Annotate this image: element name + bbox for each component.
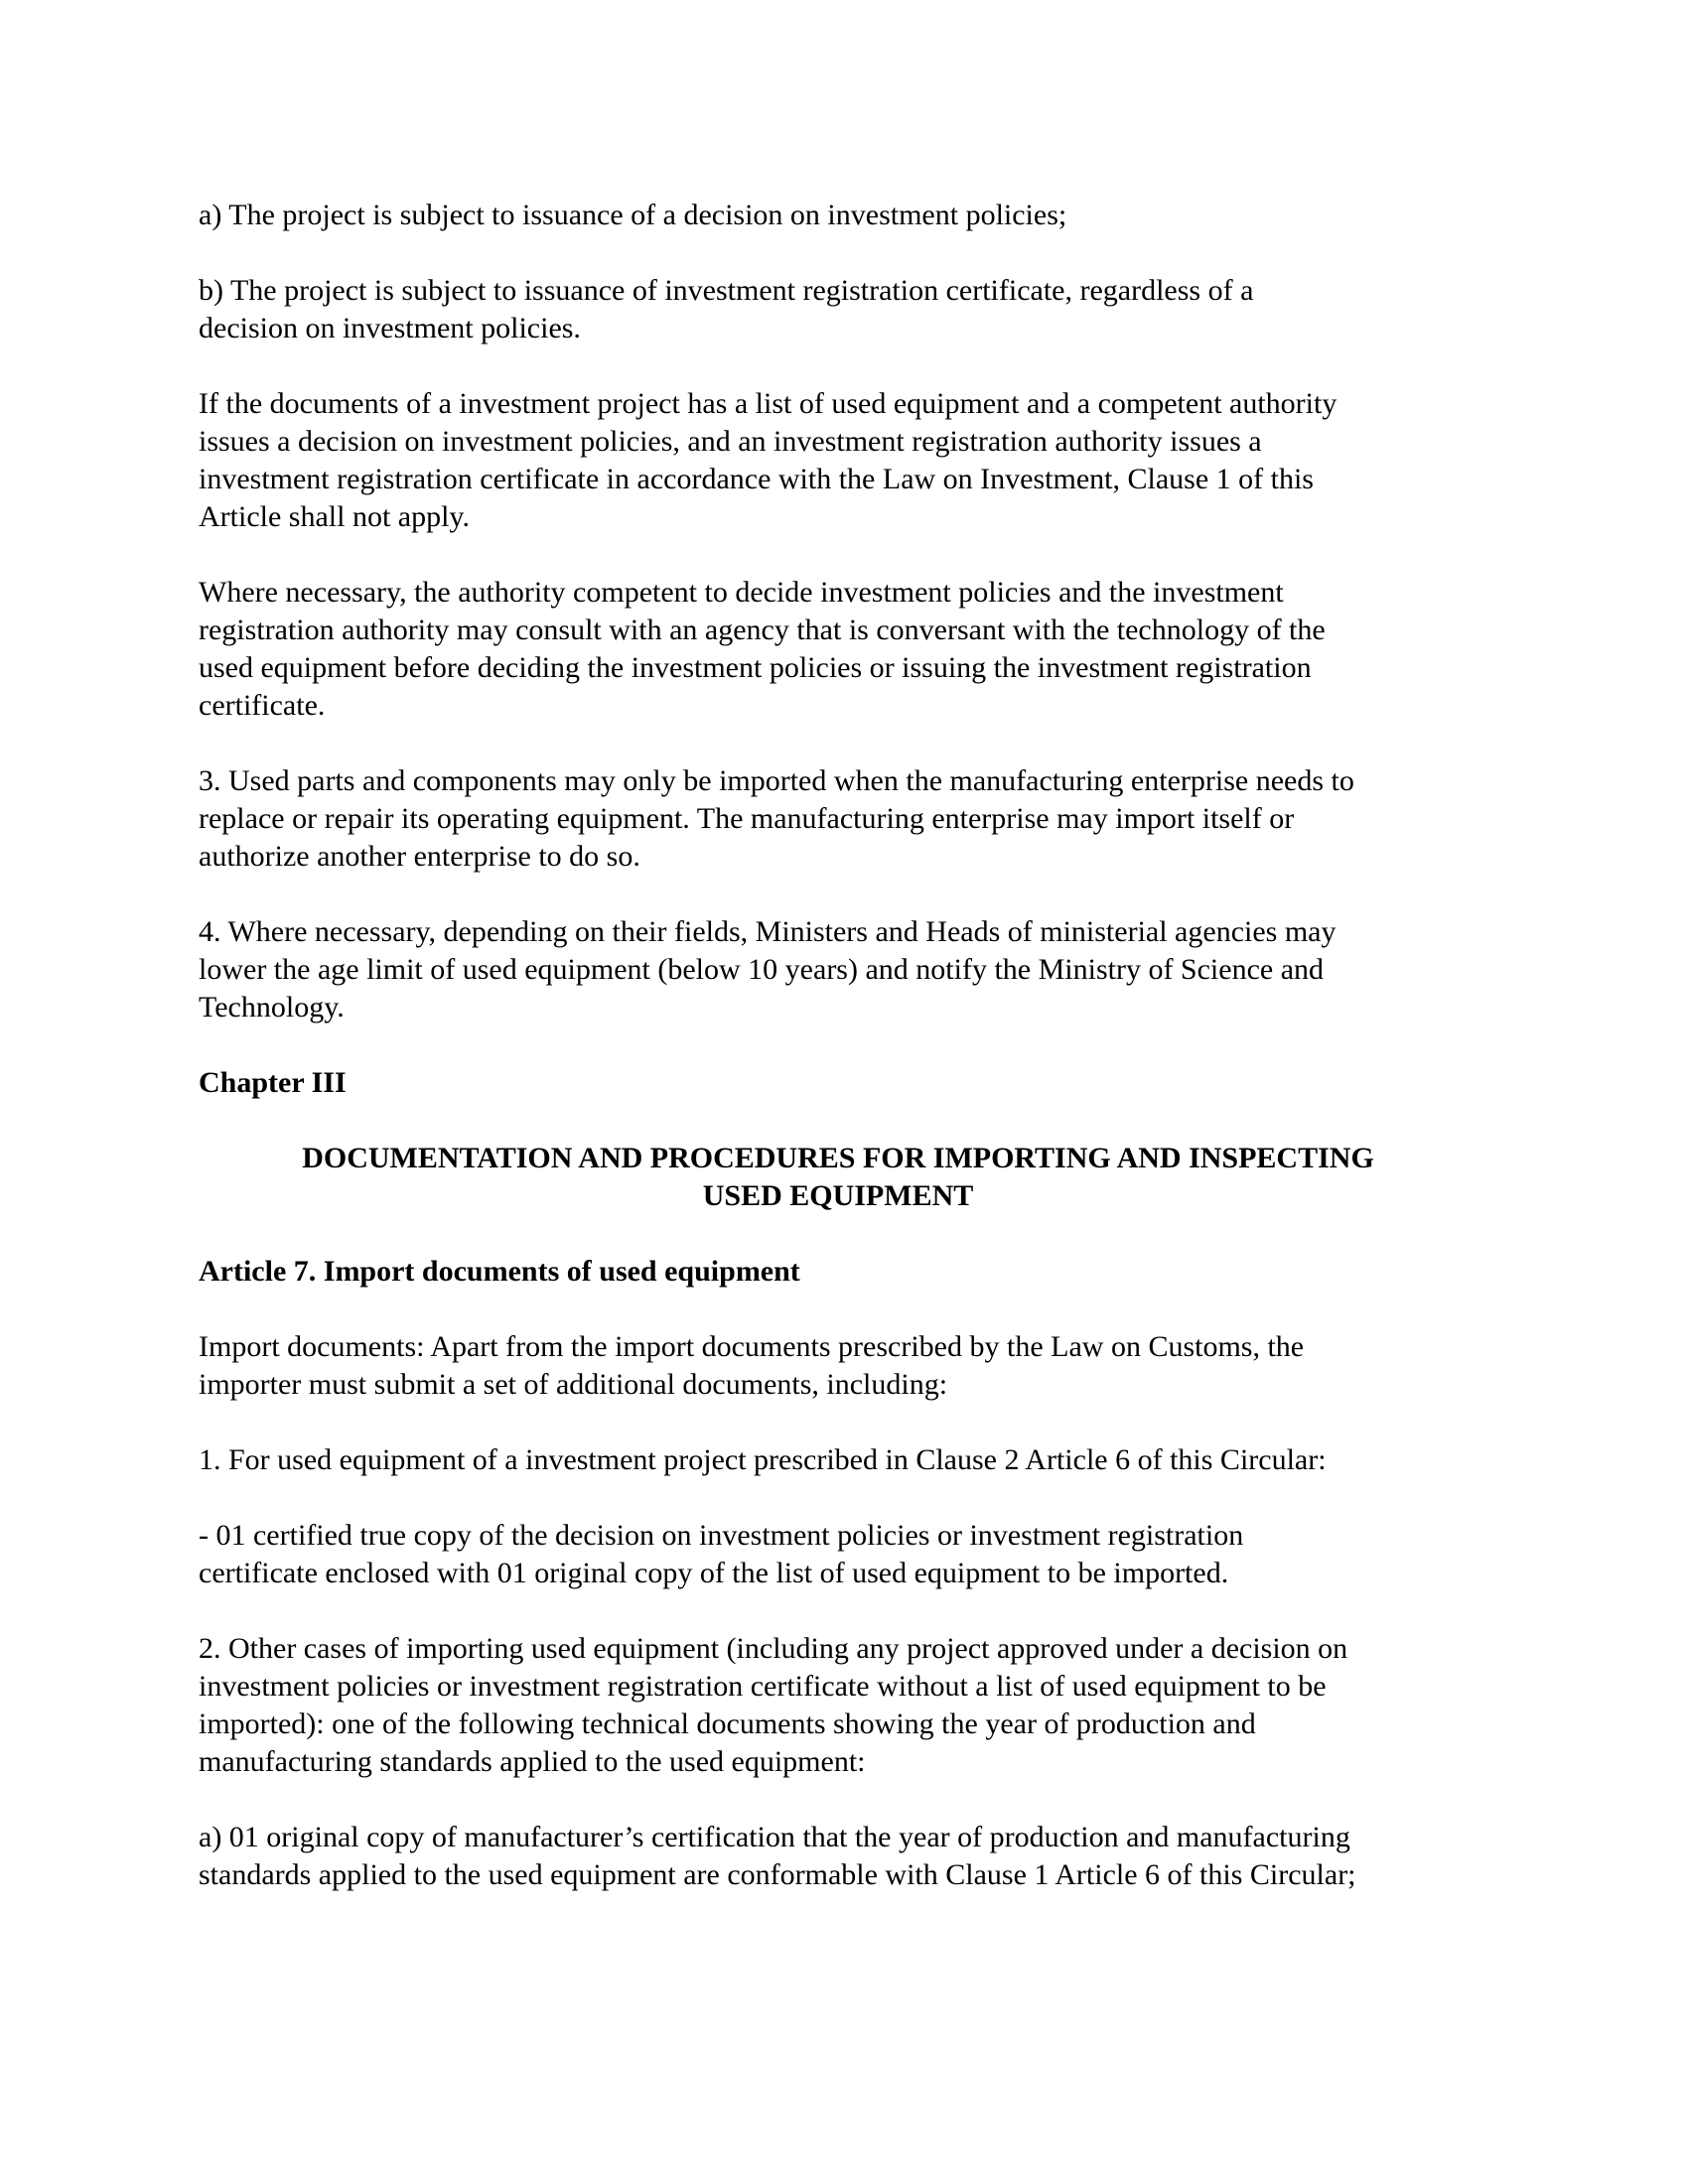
text-line: importer must submit a set of additional documents, including:: [199, 1368, 948, 1401]
paragraph-clause-3: [199, 762, 1489, 876]
paragraph-consultation: [199, 574, 1489, 725]
chapter-heading: [199, 1064, 1489, 1102]
text-line: a) The project is subject to issuance of a decision on investment policies;: [199, 199, 1067, 231]
paragraph-item-a: [199, 197, 1489, 234]
text-line: certificate enclosed with 01 original copy of the list of used equipment to be imported.: [199, 1557, 1229, 1589]
article-heading: [199, 1253, 1489, 1291]
text-line: imported): one of the following technical documents showing the year of production and: [199, 1707, 1256, 1740]
article-heading-text: Article 7. Import documents of used equipment: [199, 1255, 800, 1288]
paragraph-article7-clause-2: [199, 1630, 1489, 1781]
text-line: - 01 certified true copy of the decision on investment policies or investment registration: [199, 1519, 1244, 1552]
text-line: 1. For used equipment of a investment project prescribed in Clause 2 Article 6 of this Circular:: [199, 1443, 1327, 1476]
text-line: standards applied to the used equipment are conformable with Clause 1 Article 6 of this Circular;: [199, 1858, 1356, 1891]
text-line: issues a decision on investment policies, and an investment registration authority issues a: [199, 425, 1262, 458]
document-page: [199, 197, 1489, 1932]
chapter-title-line: USED EQUIPMENT: [702, 1179, 974, 1212]
text-line: lower the age limit of used equipment (below 10 years) and notify the Ministry of Science and: [199, 953, 1325, 986]
paragraph-manufacturer-certification: [199, 1819, 1489, 1894]
chapter-title: [199, 1140, 1477, 1215]
text-line: Technology.: [199, 991, 345, 1024]
paragraph-article7-clause-1: [199, 1441, 1489, 1479]
chapter-heading-text: Chapter III: [199, 1066, 347, 1099]
text-line: Article shall not apply.: [199, 500, 470, 533]
text-line: 4. Where necessary, depending on their fields, Ministers and Heads of ministerial agencies may: [199, 915, 1336, 948]
text-line: replace or repair its operating equipment. The manufacturing enterprise may import itself or: [199, 802, 1295, 835]
text-line: 3. Used parts and components may only be imported when the manufacturing enterprise needs to: [199, 764, 1354, 797]
text-line: registration authority may consult with an agency that is conversant with the technology of the: [199, 614, 1326, 646]
text-line: manufacturing standards applied to the used equipment:: [199, 1745, 866, 1778]
text-line: decision on investment policies.: [199, 312, 581, 344]
text-line: b) The project is subject to issuance of investment registration certificate, regardless of a: [199, 274, 1254, 307]
text-line: used equipment before deciding the investment policies or issuing the investment registration: [199, 651, 1312, 684]
paragraph-item-b: [199, 272, 1489, 347]
text-line: authorize another enterprise to do so.: [199, 840, 640, 873]
text-line: certificate.: [199, 689, 326, 722]
text-line: investment registration certificate in accordance with the Law on Investment, Clause 1 of this: [199, 463, 1314, 495]
text-line: investment policies or investment registration certificate without a list of used equipment to be: [199, 1670, 1327, 1703]
text-line: Where necessary, the authority competent to decide investment policies and the investment: [199, 576, 1284, 609]
paragraph-certified-copy: [199, 1517, 1489, 1592]
text-line: a) 01 original copy of manufacturer’s certification that the year of production and manufacturing: [199, 1821, 1350, 1853]
text-line: If the documents of a investment project has a list of used equipment and a competent authority: [199, 387, 1337, 420]
text-line: Import documents: Apart from the import documents prescribed by the Law on Customs, the: [199, 1330, 1305, 1363]
paragraph-clause-4: [199, 913, 1489, 1026]
paragraph-list-exception: [199, 385, 1489, 536]
text-line: 2. Other cases of importing used equipment (including any project approved under a decision on: [199, 1632, 1348, 1665]
chapter-title-line: DOCUMENTATION AND PROCEDURES FOR IMPORTING AND INSPECTING: [302, 1142, 1374, 1174]
paragraph-import-documents: [199, 1328, 1489, 1404]
